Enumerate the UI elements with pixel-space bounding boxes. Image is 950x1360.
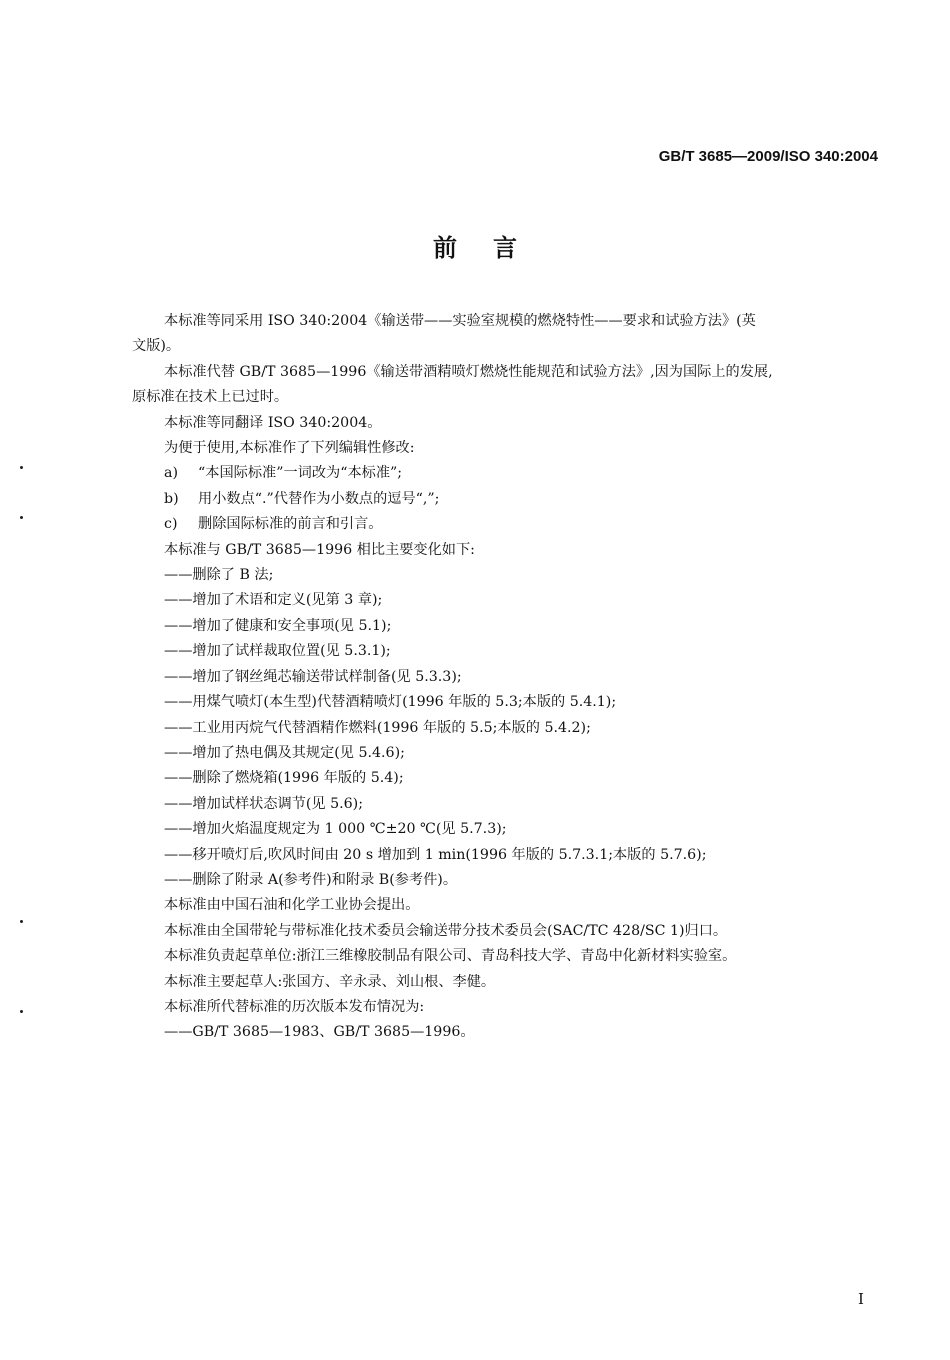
- history: ——GB/T 3685—1983、GB/T 3685—1996。: [164, 1024, 475, 1041]
- drafting-units: 本标准负责起草单位:浙江三维橡胶制品有限公司、青岛科技大学、青岛中化新材料实验室。: [164, 948, 737, 965]
- edit-item-label: c): [164, 516, 178, 533]
- scan-speck: [20, 516, 23, 519]
- scan-speck: [20, 1010, 23, 1013]
- edit-item-text: “本国际标准”一词改为“本标准”;: [198, 465, 403, 482]
- change-item: ——增加了术语和定义(见第 3 章);: [164, 592, 383, 609]
- change-item: ——增加了钢丝绳芯输送带试样制备(见 5.3.3);: [164, 668, 462, 685]
- paragraph-edits-intro: 为便于使用,本标准作了下列编辑性修改:: [164, 440, 415, 457]
- change-item: ——移开喷灯后,吹风时间由 20 s 增加到 1 min(1996 年版的 5.7.3.1;本版的 5.7.6);: [164, 846, 707, 863]
- edit-item: [164, 461, 882, 486]
- paragraph-adoption-cont: 文版)。: [132, 338, 181, 355]
- change-item: ——增加了健康和安全事项(见 5.1);: [164, 617, 392, 634]
- scan-speck: [20, 920, 23, 923]
- edit-item-label: a): [164, 465, 178, 482]
- change-item: ——删除了燃烧箱(1996 年版的 5.4);: [164, 770, 404, 787]
- change-item: ——用煤气喷灯(本生型)代替酒精喷灯(1996 年版的 5.3;本版的 5.4.1);: [164, 694, 617, 711]
- proposed-by: 本标准由中国石油和化学工业协会提出。: [164, 897, 420, 914]
- change-item: ——删除了 B 法;: [164, 567, 274, 584]
- edit-item-text: 删除国际标准的前言和引言。: [198, 516, 383, 533]
- change-item: ——删除了附录 A(参考件)和附录 B(参考件)。: [164, 871, 458, 888]
- managed-by: 本标准由全国带轮与带标准化技术委员会输送带分技术委员会(SAC/TC 428/SC 1)归口。: [164, 922, 728, 939]
- paragraph-replaces-cont: 原标准在技术上已过时。: [132, 389, 289, 406]
- change-item: ——工业用丙烷气代替酒精作燃料(1996 年版的 5.5;本版的 5.4.2);: [164, 719, 591, 736]
- paragraph-translation: 本标准等同翻译 ISO 340:2004。: [164, 414, 382, 431]
- paragraph-replaces: 本标准代替 GB/T 3685—1996《输送带酒精喷灯燃烧性能规范和试验方法》,因为国际上的发展,: [164, 363, 773, 380]
- change-item: ——增加火焰温度规定为 1 000 ℃±20 ℃(见 5.7.3);: [164, 821, 507, 838]
- drafters: 本标准主要起草人:张国方、辛永录、刘山根、李健。: [164, 973, 496, 990]
- foreword-body: [132, 309, 882, 1046]
- edit-item: [164, 487, 882, 512]
- change-item: ——增加了试样裁取位置(见 5.3.1);: [164, 643, 391, 660]
- edit-item-text: 用小数点“.”代替作为小数点的逗号“,”;: [198, 490, 440, 507]
- history-intro: 本标准所代替标准的历次版本发布情况为:: [164, 998, 425, 1015]
- standard-code: GB/T 3685—2009/ISO 340:2004: [658, 148, 878, 165]
- scan-speck: [20, 466, 23, 469]
- paragraph-adoption: 本标准等同采用 ISO 340:2004《输送带——实验室规模的燃烧特性——要求和试验方法》(英: [164, 313, 756, 329]
- edit-item-label: b): [164, 490, 179, 507]
- change-item: ——增加试样状态调节(见 5.6);: [164, 795, 363, 812]
- page-title: 前言: [433, 234, 553, 262]
- change-item: ——增加了热电偶及其规定(见 5.4.6);: [164, 744, 405, 761]
- page-number: I: [858, 1290, 864, 1308]
- changes-intro: 本标准与 GB/T 3685—1996 相比主要变化如下:: [164, 541, 475, 558]
- edit-item: [164, 512, 882, 537]
